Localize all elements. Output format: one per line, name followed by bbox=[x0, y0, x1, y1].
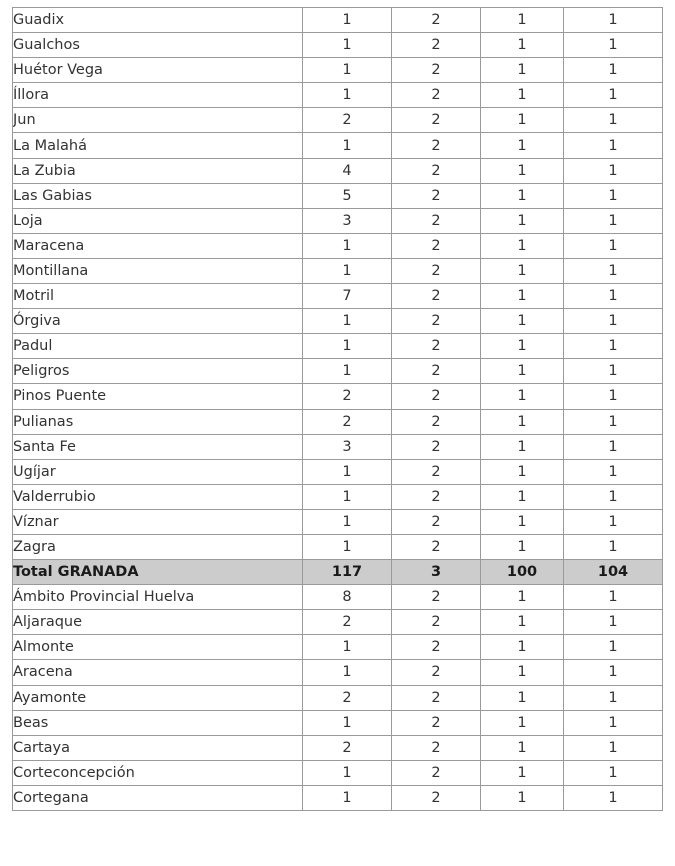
municipality-cell: Valderrubio bbox=[13, 484, 303, 509]
value-cell-1: 3 bbox=[303, 208, 392, 233]
municipality-cell: Padul bbox=[13, 334, 303, 359]
table-row bbox=[13, 710, 663, 735]
value-cell-4: 1 bbox=[564, 785, 663, 810]
value-cell-3: 1 bbox=[481, 534, 564, 559]
value-cell-2: 2 bbox=[392, 585, 481, 610]
value-cell-4: 1 bbox=[564, 509, 663, 534]
value-cell-4: 1 bbox=[564, 610, 663, 635]
municipality-cell: Guadix bbox=[13, 8, 303, 33]
table-row bbox=[13, 409, 663, 434]
table-row bbox=[13, 133, 663, 158]
value-cell-1: 1 bbox=[303, 459, 392, 484]
value-cell-4: 1 bbox=[564, 309, 663, 334]
value-cell-1: 1 bbox=[303, 785, 392, 810]
value-cell-4: 1 bbox=[564, 685, 663, 710]
value-cell-1: 1 bbox=[303, 710, 392, 735]
value-cell-2: 2 bbox=[392, 158, 481, 183]
municipality-cell: Pinos Puente bbox=[13, 384, 303, 409]
value-cell-1: 1 bbox=[303, 309, 392, 334]
value-cell-4: 1 bbox=[564, 635, 663, 660]
value-cell-3: 1 bbox=[481, 760, 564, 785]
municipality-cell: Huétor Vega bbox=[13, 58, 303, 83]
municipality-cell: Las Gabias bbox=[13, 183, 303, 208]
value-cell-1: 1 bbox=[303, 58, 392, 83]
value-cell-4: 1 bbox=[564, 8, 663, 33]
value-cell-2: 2 bbox=[392, 459, 481, 484]
value-cell-1: 1 bbox=[303, 635, 392, 660]
value-cell-3: 1 bbox=[481, 735, 564, 760]
value-cell-4: 1 bbox=[564, 133, 663, 158]
value-cell-3: 1 bbox=[481, 233, 564, 258]
value-cell-3: 1 bbox=[481, 484, 564, 509]
value-cell-4: 1 bbox=[564, 585, 663, 610]
table-row bbox=[13, 284, 663, 309]
value-cell-1: 1 bbox=[303, 760, 392, 785]
value-cell-1: 8 bbox=[303, 585, 392, 610]
value-cell-4: 1 bbox=[564, 484, 663, 509]
table-row bbox=[13, 334, 663, 359]
municipality-cell: Aracena bbox=[13, 660, 303, 685]
value-cell-3: 1 bbox=[481, 58, 564, 83]
municipality-cell: Santa Fe bbox=[13, 434, 303, 459]
municipality-cell: Ayamonte bbox=[13, 685, 303, 710]
value-cell-1: 117 bbox=[303, 560, 392, 585]
value-cell-2: 2 bbox=[392, 258, 481, 283]
value-cell-3: 1 bbox=[481, 83, 564, 108]
value-cell-4: 1 bbox=[564, 108, 663, 133]
value-cell-3: 1 bbox=[481, 258, 564, 283]
value-cell-1: 1 bbox=[303, 334, 392, 359]
value-cell-1: 5 bbox=[303, 183, 392, 208]
value-cell-4: 104 bbox=[564, 560, 663, 585]
table-row bbox=[13, 384, 663, 409]
total-row bbox=[13, 560, 663, 585]
value-cell-4: 1 bbox=[564, 710, 663, 735]
value-cell-1: 2 bbox=[303, 610, 392, 635]
value-cell-3: 1 bbox=[481, 710, 564, 735]
value-cell-2: 2 bbox=[392, 183, 481, 208]
value-cell-4: 1 bbox=[564, 384, 663, 409]
value-cell-3: 1 bbox=[481, 133, 564, 158]
table-row bbox=[13, 33, 663, 58]
value-cell-3: 1 bbox=[481, 108, 564, 133]
value-cell-1: 2 bbox=[303, 735, 392, 760]
value-cell-1: 4 bbox=[303, 158, 392, 183]
value-cell-4: 1 bbox=[564, 459, 663, 484]
table-row bbox=[13, 610, 663, 635]
municipality-cell: Jun bbox=[13, 108, 303, 133]
value-cell-4: 1 bbox=[564, 735, 663, 760]
value-cell-2: 2 bbox=[392, 359, 481, 384]
table-row bbox=[13, 158, 663, 183]
municipality-cell: Pulianas bbox=[13, 409, 303, 434]
table-body bbox=[13, 8, 663, 811]
municipality-cell: Total GRANADA bbox=[13, 560, 303, 585]
value-cell-4: 1 bbox=[564, 83, 663, 108]
table-row bbox=[13, 208, 663, 233]
value-cell-4: 1 bbox=[564, 284, 663, 309]
value-cell-1: 1 bbox=[303, 509, 392, 534]
table-row bbox=[13, 258, 663, 283]
value-cell-2: 2 bbox=[392, 384, 481, 409]
value-cell-3: 1 bbox=[481, 284, 564, 309]
value-cell-1: 1 bbox=[303, 258, 392, 283]
value-cell-2: 2 bbox=[392, 58, 481, 83]
value-cell-1: 2 bbox=[303, 108, 392, 133]
table-row bbox=[13, 635, 663, 660]
value-cell-1: 1 bbox=[303, 33, 392, 58]
value-cell-2: 2 bbox=[392, 409, 481, 434]
municipality-cell: Zagra bbox=[13, 534, 303, 559]
municipality-cell: Órgiva bbox=[13, 309, 303, 334]
municipality-cell: Almonte bbox=[13, 635, 303, 660]
table-row bbox=[13, 459, 663, 484]
value-cell-2: 2 bbox=[392, 83, 481, 108]
table-row bbox=[13, 183, 663, 208]
municipality-cell: La Malahá bbox=[13, 133, 303, 158]
value-cell-2: 2 bbox=[392, 534, 481, 559]
value-cell-3: 1 bbox=[481, 359, 564, 384]
value-cell-3: 1 bbox=[481, 785, 564, 810]
table-row bbox=[13, 309, 663, 334]
value-cell-3: 1 bbox=[481, 309, 564, 334]
value-cell-1: 1 bbox=[303, 83, 392, 108]
table-row bbox=[13, 735, 663, 760]
value-cell-1: 7 bbox=[303, 284, 392, 309]
municipality-cell: Gualchos bbox=[13, 33, 303, 58]
value-cell-2: 2 bbox=[392, 509, 481, 534]
value-cell-4: 1 bbox=[564, 33, 663, 58]
value-cell-2: 2 bbox=[392, 735, 481, 760]
value-cell-3: 1 bbox=[481, 509, 564, 534]
value-cell-3: 1 bbox=[481, 685, 564, 710]
table-row bbox=[13, 660, 663, 685]
value-cell-1: 1 bbox=[303, 233, 392, 258]
value-cell-3: 1 bbox=[481, 158, 564, 183]
municipality-cell: Víznar bbox=[13, 509, 303, 534]
table-row bbox=[13, 760, 663, 785]
value-cell-4: 1 bbox=[564, 359, 663, 384]
value-cell-4: 1 bbox=[564, 334, 663, 359]
value-cell-1: 1 bbox=[303, 534, 392, 559]
value-cell-3: 1 bbox=[481, 384, 564, 409]
value-cell-2: 2 bbox=[392, 33, 481, 58]
municipality-cell: Cortegana bbox=[13, 785, 303, 810]
value-cell-1: 1 bbox=[303, 660, 392, 685]
value-cell-2: 3 bbox=[392, 560, 481, 585]
value-cell-4: 1 bbox=[564, 208, 663, 233]
value-cell-4: 1 bbox=[564, 534, 663, 559]
value-cell-4: 1 bbox=[564, 233, 663, 258]
table-row bbox=[13, 534, 663, 559]
value-cell-3: 1 bbox=[481, 635, 564, 660]
value-cell-2: 2 bbox=[392, 760, 481, 785]
value-cell-3: 1 bbox=[481, 660, 564, 685]
value-cell-3: 1 bbox=[481, 33, 564, 58]
table-row bbox=[13, 359, 663, 384]
municipality-cell: Aljaraque bbox=[13, 610, 303, 635]
value-cell-1: 2 bbox=[303, 685, 392, 710]
value-cell-3: 1 bbox=[481, 610, 564, 635]
table-row bbox=[13, 8, 663, 33]
value-cell-3: 1 bbox=[481, 334, 564, 359]
value-cell-1: 1 bbox=[303, 484, 392, 509]
value-cell-2: 2 bbox=[392, 710, 481, 735]
municipality-cell: Corteconcepción bbox=[13, 760, 303, 785]
table-row bbox=[13, 58, 663, 83]
value-cell-4: 1 bbox=[564, 58, 663, 83]
value-cell-2: 2 bbox=[392, 334, 481, 359]
table-row bbox=[13, 83, 663, 108]
municipality-cell: Motril bbox=[13, 284, 303, 309]
municipality-cell: Montillana bbox=[13, 258, 303, 283]
value-cell-2: 2 bbox=[392, 785, 481, 810]
value-cell-2: 2 bbox=[392, 108, 481, 133]
value-cell-2: 2 bbox=[392, 208, 481, 233]
value-cell-3: 1 bbox=[481, 8, 564, 33]
municipality-cell: Ámbito Provincial Huelva bbox=[13, 585, 303, 610]
value-cell-1: 1 bbox=[303, 359, 392, 384]
value-cell-3: 1 bbox=[481, 409, 564, 434]
table-row bbox=[13, 233, 663, 258]
value-cell-4: 1 bbox=[564, 409, 663, 434]
municipality-cell: Cartaya bbox=[13, 735, 303, 760]
table-row bbox=[13, 108, 663, 133]
value-cell-3: 1 bbox=[481, 183, 564, 208]
value-cell-3: 1 bbox=[481, 434, 564, 459]
table-row bbox=[13, 585, 663, 610]
value-cell-1: 2 bbox=[303, 384, 392, 409]
value-cell-1: 2 bbox=[303, 409, 392, 434]
value-cell-2: 2 bbox=[392, 309, 481, 334]
value-cell-1: 3 bbox=[303, 434, 392, 459]
value-cell-2: 2 bbox=[392, 685, 481, 710]
value-cell-4: 1 bbox=[564, 158, 663, 183]
value-cell-4: 1 bbox=[564, 258, 663, 283]
municipality-cell: Íllora bbox=[13, 83, 303, 108]
value-cell-4: 1 bbox=[564, 183, 663, 208]
municipality-cell: Beas bbox=[13, 710, 303, 735]
table-row bbox=[13, 434, 663, 459]
municipality-cell: Maracena bbox=[13, 233, 303, 258]
value-cell-3: 1 bbox=[481, 208, 564, 233]
municipality-cell: La Zubia bbox=[13, 158, 303, 183]
data-table bbox=[12, 7, 663, 811]
value-cell-3: 1 bbox=[481, 585, 564, 610]
value-cell-4: 1 bbox=[564, 760, 663, 785]
table-row bbox=[13, 509, 663, 534]
municipality-cell: Loja bbox=[13, 208, 303, 233]
table-row bbox=[13, 685, 663, 710]
value-cell-2: 2 bbox=[392, 660, 481, 685]
value-cell-3: 100 bbox=[481, 560, 564, 585]
municipality-cell: Peligros bbox=[13, 359, 303, 384]
value-cell-2: 2 bbox=[392, 8, 481, 33]
value-cell-2: 2 bbox=[392, 233, 481, 258]
municipality-cell: Ugíjar bbox=[13, 459, 303, 484]
value-cell-2: 2 bbox=[392, 610, 481, 635]
value-cell-1: 1 bbox=[303, 8, 392, 33]
value-cell-2: 2 bbox=[392, 434, 481, 459]
value-cell-4: 1 bbox=[564, 434, 663, 459]
table-row bbox=[13, 785, 663, 810]
value-cell-4: 1 bbox=[564, 660, 663, 685]
value-cell-1: 1 bbox=[303, 133, 392, 158]
value-cell-2: 2 bbox=[392, 635, 481, 660]
value-cell-2: 2 bbox=[392, 484, 481, 509]
value-cell-2: 2 bbox=[392, 284, 481, 309]
value-cell-2: 2 bbox=[392, 133, 481, 158]
table-row bbox=[13, 484, 663, 509]
value-cell-3: 1 bbox=[481, 459, 564, 484]
